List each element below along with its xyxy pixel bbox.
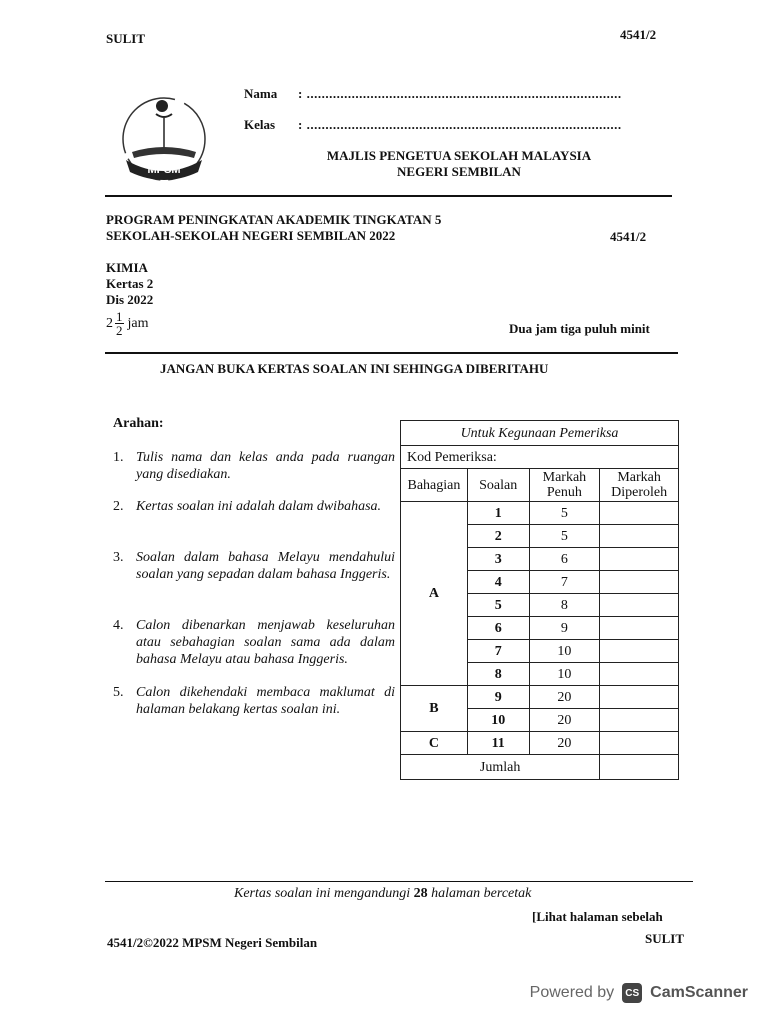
instruction-num: 1. bbox=[113, 450, 124, 465]
warning-text: JANGAN BUKA KERTAS SOALAN INI SEHINGGA DIBERITAHU bbox=[160, 361, 549, 376]
next-page-note: [Lihat halaman sebelah bbox=[532, 909, 663, 924]
question-number: 6 bbox=[467, 617, 529, 640]
header-bahagian: Bahagian bbox=[401, 469, 468, 502]
section-c: C bbox=[401, 732, 468, 755]
warning-divider bbox=[105, 352, 678, 354]
section-b: B bbox=[401, 686, 468, 732]
camscanner-watermark bbox=[530, 983, 748, 1003]
page-count-suffix: halaman bercetak bbox=[431, 886, 532, 901]
duration-den: 2 bbox=[116, 323, 123, 338]
duration-fraction bbox=[106, 310, 149, 337]
header-markah-penuh: Markah Penuh bbox=[529, 469, 600, 502]
instruction-text: Soalan dalam bahasa Melayu mendahului soalan yang sepadan dalam bahasa Inggeris. bbox=[136, 550, 395, 582]
marks-obtained-cell[interactable] bbox=[600, 686, 679, 709]
duration-num: 1 bbox=[116, 309, 123, 324]
header-soalan: Soalan bbox=[467, 469, 529, 502]
marks-obtained-cell[interactable] bbox=[600, 571, 679, 594]
question-number: 11 bbox=[467, 732, 529, 755]
question-number: 7 bbox=[467, 640, 529, 663]
nama-label: Nama bbox=[244, 86, 278, 101]
copyright: 4541/2©2022 MPSM Negeri Sembilan bbox=[107, 935, 318, 950]
instruction-item bbox=[113, 498, 395, 515]
marks-obtained-cell[interactable] bbox=[600, 617, 679, 640]
kod-pemeriksa: Kod Pemeriksa: bbox=[401, 446, 679, 469]
marks-obtained-cell[interactable] bbox=[600, 525, 679, 548]
marks-obtained-cell[interactable] bbox=[600, 663, 679, 686]
instructions-title: Arahan: bbox=[113, 416, 164, 431]
question-number: 5 bbox=[467, 594, 529, 617]
marks-obtained-cell[interactable] bbox=[600, 732, 679, 755]
total-label: Jumlah bbox=[401, 755, 600, 780]
question-number: 10 bbox=[467, 709, 529, 732]
instruction-num: 3. bbox=[113, 550, 124, 565]
question-number: 4 bbox=[467, 571, 529, 594]
instruction-text: Tulis nama dan kelas anda pada ruangan yang disediakan. bbox=[136, 450, 395, 482]
sulit-bottom: SULIT bbox=[645, 931, 685, 946]
marks-obtained-cell[interactable] bbox=[600, 502, 679, 525]
duration-words: Dua jam tiga puluh minit bbox=[509, 321, 650, 336]
marks-obtained-cell[interactable] bbox=[600, 640, 679, 663]
instruction-text: Calon dibenarkan menjawab keseluruhan atau sebahagian soalan sama ada dalam bahasa Melayu atau bahasa Inggeris. bbox=[136, 618, 395, 667]
instruction-item bbox=[113, 684, 395, 718]
duration-whole: 2 bbox=[106, 315, 113, 331]
question-number: 3 bbox=[467, 548, 529, 571]
powered-by-text: Powered by bbox=[529, 984, 615, 1001]
council-line-2: NEGERI SEMBILAN bbox=[397, 164, 521, 179]
full-marks: 20 bbox=[529, 732, 600, 755]
header-markah-diperoleh: Markah Diperoleh bbox=[600, 469, 679, 502]
program-title bbox=[106, 212, 441, 244]
examiner-table bbox=[400, 420, 679, 780]
sulit-top: SULIT bbox=[106, 31, 146, 46]
question-number: 9 bbox=[467, 686, 529, 709]
full-marks: 20 bbox=[529, 686, 600, 709]
instruction-item bbox=[113, 549, 395, 583]
total-marks-cell[interactable] bbox=[600, 755, 679, 780]
header-divider bbox=[105, 195, 672, 197]
instruction-text: Calon dikehendaki membaca maklumat di halaman belakang kertas soalan ini. bbox=[136, 685, 395, 717]
council-line-1: MAJLIS PENGETUA SEKOLAH MALAYSIA bbox=[326, 148, 592, 163]
full-marks: 5 bbox=[529, 525, 600, 548]
page-count-number: 28 bbox=[413, 886, 428, 901]
footer-divider bbox=[105, 881, 693, 882]
instruction-item bbox=[113, 449, 395, 483]
examiner-table-title: Untuk Kegunaan Pemeriksa bbox=[401, 421, 679, 446]
program-line-1: PROGRAM PENINGKATAN AKADEMIK TINGKATAN 5 bbox=[106, 212, 442, 227]
camscanner-icon: CS bbox=[622, 983, 642, 1003]
kelas-field[interactable]: : .................................................................................... bbox=[298, 117, 622, 132]
instruction-num: 4. bbox=[113, 618, 124, 633]
program-line-2: SEKOLAH-SEKOLAH NEGERI SEMBILAN 2022 bbox=[106, 228, 396, 243]
full-marks: 6 bbox=[529, 548, 600, 571]
program-code: 4541/2 bbox=[610, 229, 647, 244]
page-count-note bbox=[234, 886, 531, 902]
marks-obtained-cell[interactable] bbox=[600, 709, 679, 732]
instruction-num: 5. bbox=[113, 685, 124, 700]
camscanner-brand: CamScanner bbox=[650, 984, 748, 1001]
mpsm-logo bbox=[118, 96, 210, 182]
full-marks: 10 bbox=[529, 640, 600, 663]
subject-name: KIMIA bbox=[106, 260, 148, 275]
instruction-text: Kertas soalan ini adalah dalam dwibahasa. bbox=[136, 499, 382, 514]
section-a: A bbox=[401, 502, 468, 686]
full-marks: 7 bbox=[529, 571, 600, 594]
subject-date: Dis 2022 bbox=[106, 292, 154, 307]
marks-obtained-cell[interactable] bbox=[600, 548, 679, 571]
full-marks: 5 bbox=[529, 502, 600, 525]
instruction-item bbox=[113, 617, 395, 668]
question-number: 8 bbox=[467, 663, 529, 686]
full-marks: 8 bbox=[529, 594, 600, 617]
kelas-label: Kelas bbox=[244, 117, 276, 132]
subject-block bbox=[106, 260, 153, 308]
logo-text: MPSM bbox=[147, 164, 181, 176]
paper-code-top: 4541/2 bbox=[620, 27, 657, 42]
full-marks: 10 bbox=[529, 663, 600, 686]
marks-obtained-cell[interactable] bbox=[600, 594, 679, 617]
full-marks: 20 bbox=[529, 709, 600, 732]
duration-unit: jam bbox=[127, 315, 149, 331]
page-count-prefix: Kertas soalan ini mengandungi bbox=[234, 886, 411, 901]
nama-field[interactable]: : .................................................................................... bbox=[298, 86, 622, 101]
instruction-num: 2. bbox=[113, 499, 124, 514]
question-number: 2 bbox=[467, 525, 529, 548]
question-number: 1 bbox=[467, 502, 529, 525]
subject-paper: Kertas 2 bbox=[106, 276, 154, 291]
duration-frac bbox=[115, 310, 124, 337]
full-marks: 9 bbox=[529, 617, 600, 640]
council-name bbox=[306, 148, 612, 180]
